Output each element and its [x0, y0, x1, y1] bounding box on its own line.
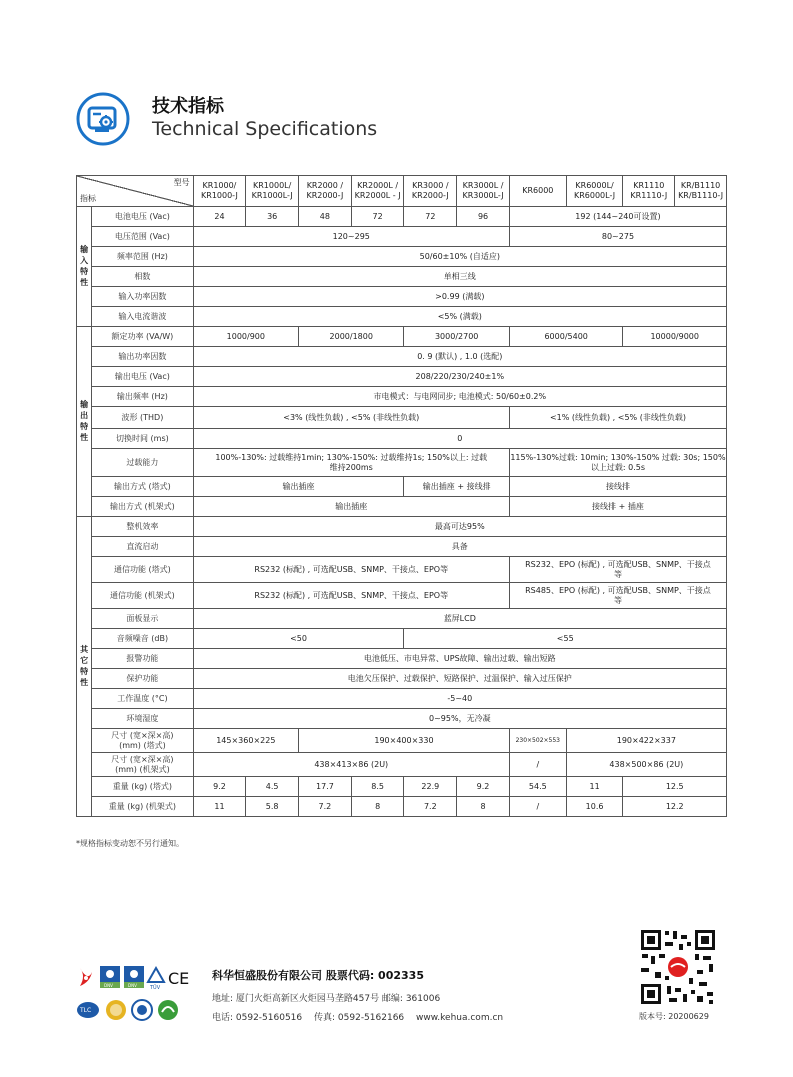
value-cell: 9.2 [193, 777, 246, 797]
value-cell: RS485、EPO (标配) , 可选配USB、SNMP、干接点等 [509, 583, 726, 609]
quality-seal-logo [106, 1000, 126, 1020]
corner-spec-label: 指标 [80, 194, 96, 203]
value-cell: 8 [457, 797, 510, 817]
corner-cell [77, 176, 194, 207]
value-cell: 72 [404, 207, 457, 227]
param-name: 输出功率因数 [92, 347, 193, 367]
china-ups-logo [80, 968, 92, 986]
green-seal-logo [158, 1000, 178, 1020]
model-header: KR1000L/ KR1000L-J [246, 176, 299, 207]
param-name: 通信功能 (塔式) [92, 557, 193, 583]
value-cell: 接线排 + 插座 [509, 497, 726, 517]
value-cell: 接线排 [509, 477, 726, 497]
table-row [77, 327, 727, 347]
dnv-iso-logo-2 [124, 966, 144, 988]
svg-text:CE: CE [168, 969, 190, 988]
value-cell: 具备 [193, 537, 726, 557]
certification-logos [76, 964, 206, 1024]
table-row [77, 649, 727, 669]
value-cell: 120~295 [193, 227, 509, 247]
group-label-input: 输入特性 [77, 207, 92, 327]
footnote: *规格指标变动恕不另行通知。 [76, 839, 184, 848]
param-name: 输出方式 (塔式) [92, 477, 193, 497]
table-row [77, 449, 727, 477]
qr-code-icon[interactable] [639, 928, 717, 1006]
value-cell: <1% (线性负载) , <5% (非线性负载) [509, 407, 726, 429]
value-cell: 单相三线 [193, 267, 726, 287]
param-name: 工作温度 (°C) [92, 689, 193, 709]
param-name: 相数 [92, 267, 193, 287]
value-cell: 7.2 [404, 797, 457, 817]
model-header: KR2000L / KR2000L - J [351, 176, 404, 207]
model-header: KR1110 KR1110-J [623, 176, 675, 207]
value-cell: 电池低压、市电异常、UPS故障、输出过载、输出短路 [193, 649, 726, 669]
table-row [77, 347, 727, 367]
value-cell: 80~275 [509, 227, 726, 247]
value-cell: RS232 (标配) , 可选配USB、SNMP、干接点、EPO等 [193, 557, 509, 583]
table-row [77, 287, 727, 307]
company-name: 科华恒盛股份有限公司 股票代码: 002335 [212, 969, 424, 982]
value-cell: 11 [193, 797, 246, 817]
param-name: 输入功率因数 [92, 287, 193, 307]
value-cell: / [509, 797, 566, 817]
value-cell: 22.9 [404, 777, 457, 797]
table-row [77, 583, 727, 609]
svg-text:DNV: DNV [128, 983, 137, 988]
contact-line [212, 1010, 512, 1023]
value-cell: RS232、EPO (标配) , 可选配USB、SNMP、干接点等 [509, 557, 726, 583]
table-row [77, 777, 727, 797]
param-name: 直流启动 [92, 537, 193, 557]
value-cell: 0~95%，无冷凝 [193, 709, 726, 729]
value-cell: 2000/1800 [299, 327, 404, 347]
param-name: 输出方式 (机架式) [92, 497, 193, 517]
value-cell: <55 [404, 629, 727, 649]
table-row [77, 387, 727, 407]
value-cell: <50 [193, 629, 404, 649]
param-name: 环境湿度 [92, 709, 193, 729]
param-name: 频率范围 (Hz) [92, 247, 193, 267]
value-cell: 输出插座 + 接线排 [404, 477, 509, 497]
value-cell: 12.2 [623, 797, 727, 817]
value-cell: 市电模式：与电网同步; 电池模式: 50/60±0.2% [193, 387, 726, 407]
param-name: 报警功能 [92, 649, 193, 669]
model-header: KR6000 [509, 176, 566, 207]
value-cell: 72 [351, 207, 404, 227]
param-name: 尺寸 (宽×深×高) (mm) (塔式) [92, 729, 193, 753]
phone: 电话: 0592-5160516 [212, 1013, 303, 1023]
fax: 传真: 0592-5162166 [314, 1013, 405, 1023]
model-header: KR2000 / KR2000-J [299, 176, 352, 207]
value-cell: 438×500×86 (2U) [566, 753, 726, 777]
value-cell: 4.5 [246, 777, 299, 797]
value-cell: 最高可达95% [193, 517, 726, 537]
svg-text:DNV: DNV [104, 983, 113, 988]
param-name: 输出电压 (Vac) [92, 367, 193, 387]
value-cell: <5% (满载) [193, 307, 726, 327]
table-row [77, 429, 727, 449]
quality-seal-logo-2 [132, 1000, 152, 1020]
value-cell: 12.5 [623, 777, 727, 797]
table-row [77, 557, 727, 583]
table-row [77, 227, 727, 247]
table-row [77, 517, 727, 537]
value-cell: 7.2 [299, 797, 352, 817]
value-cell: 145×360×225 [193, 729, 298, 753]
param-name: 切换时间 (ms) [92, 429, 193, 449]
model-header: KR1000/ KR1000-J [193, 176, 246, 207]
param-name: 电池电压 (Vac) [92, 207, 193, 227]
website-link[interactable]: www.kehua.com.cn [416, 1013, 504, 1023]
param-name: 重量 (kg) (机架式) [92, 797, 193, 817]
spec-table [76, 175, 727, 817]
param-name: 整机效率 [92, 517, 193, 537]
value-cell: 10000/9000 [623, 327, 727, 347]
company-address: 地址: 厦门火炬高新区火炬园马垄路457号 邮编: 361006 [212, 994, 441, 1004]
value-cell: 1000/900 [193, 327, 298, 347]
group-label-other: 其它特性 [77, 517, 92, 817]
value-cell: 115%-130%过载: 10min; 130%-150% 过载: 30s; 150%以上过载: 0.5s [509, 449, 726, 477]
param-name: 通信功能 (机架式) [92, 583, 193, 609]
group-label-output: 输出特性 [77, 327, 92, 517]
value-cell: 208/220/230/240±1% [193, 367, 726, 387]
value-cell: <3% (线性负载) , <5% (非线性负载) [193, 407, 509, 429]
tuv-logo [148, 968, 164, 991]
table-row [77, 497, 727, 517]
table-row [77, 367, 727, 387]
table-row [77, 753, 727, 777]
dnv-iso-logo [100, 966, 120, 988]
param-name: 尺寸 (宽×深×高) (mm) (机架式) [92, 753, 193, 777]
param-name: 过载能力 [92, 449, 193, 477]
value-cell: 24 [193, 207, 246, 227]
page-title-cn: 技术指标 [152, 96, 224, 117]
value-cell: 输出插座 [193, 477, 404, 497]
value-cell: 0 [193, 429, 726, 449]
value-cell: 电池欠压保护、过载保护、短路保护、过温保护、输入过压保护 [193, 669, 726, 689]
svg-text:TÜV: TÜV [150, 985, 161, 991]
table-row [77, 709, 727, 729]
model-header: KR/B1110 KR/B1110-J [675, 176, 727, 207]
param-name: 波形 (THD) [92, 407, 193, 429]
table-row [77, 629, 727, 649]
param-name: 重量 (kg) (塔式) [92, 777, 193, 797]
tlc-logo [77, 1002, 99, 1018]
value-cell: 100%-130%: 过载维持1min; 130%-150%: 过载维持1s; 150%以上: 过载维持200ms [193, 449, 509, 477]
page-title-en: Technical Specifications [152, 118, 378, 140]
value-cell: 48 [299, 207, 352, 227]
value-cell: -5~40 [193, 689, 726, 709]
value-cell: 8.5 [351, 777, 404, 797]
table-row [77, 407, 727, 429]
value-cell: 17.7 [299, 777, 352, 797]
table-row [77, 477, 727, 497]
table-row [77, 729, 727, 753]
value-cell: 96 [457, 207, 510, 227]
value-cell: >0.99 (满载) [193, 287, 726, 307]
table-row [77, 537, 727, 557]
table-row [77, 267, 727, 287]
value-cell: 5.8 [246, 797, 299, 817]
value-cell: 190×422×337 [566, 729, 726, 753]
value-cell: 蓝屏LCD [193, 609, 726, 629]
value-cell: RS232 (标配) , 可选配USB、SNMP、干接点、EPO等 [193, 583, 509, 609]
header-row [77, 176, 727, 207]
value-cell: 54.5 [509, 777, 566, 797]
table-row [77, 797, 727, 817]
table-row [77, 609, 727, 629]
param-name: 音频噪音 (dB) [92, 629, 193, 649]
value-cell: 10.6 [566, 797, 623, 817]
value-cell: 6000/5400 [509, 327, 623, 347]
value-cell: 输出插座 [193, 497, 509, 517]
param-name: 保护功能 [92, 669, 193, 689]
param-name: 面板显示 [92, 609, 193, 629]
table-row [77, 307, 727, 327]
table-row [77, 247, 727, 267]
param-name: 电压范围 (Vac) [92, 227, 193, 247]
param-name: 输出频率 (Hz) [92, 387, 193, 407]
model-header: KR3000L / KR3000L-J [457, 176, 510, 207]
corner-model-label: 型号 [173, 178, 190, 187]
value-cell: 11 [566, 777, 623, 797]
table-row [77, 689, 727, 709]
table-row [77, 669, 727, 689]
value-cell: 192 (144~240可设置) [509, 207, 726, 227]
value-cell: / [509, 753, 566, 777]
value-cell: 8 [351, 797, 404, 817]
value-cell: 230×502×553 [509, 729, 566, 753]
value-cell: 50/60±10% (自适应) [193, 247, 726, 267]
value-cell: 3000/2700 [404, 327, 509, 347]
model-header: KR3000 / KR2000-J [404, 176, 457, 207]
value-cell: 190×400×330 [299, 729, 510, 753]
table-row [77, 207, 727, 227]
gear-tablet-icon [76, 92, 130, 146]
model-header: KR6000L/ KR6000L-J [566, 176, 623, 207]
param-name: 输入电流谐波 [92, 307, 193, 327]
version-number: 版本号: 20200629 [639, 1012, 709, 1021]
ce-mark [168, 969, 189, 988]
value-cell: 0. 9 (默认) , 1.0 (选配) [193, 347, 726, 367]
svg-text:TLC: TLC [80, 1007, 92, 1014]
value-cell: 36 [246, 207, 299, 227]
value-cell: 9.2 [457, 777, 510, 797]
value-cell: 438×413×86 (2U) [193, 753, 509, 777]
param-name: 额定功率 (VA/W) [92, 327, 193, 347]
